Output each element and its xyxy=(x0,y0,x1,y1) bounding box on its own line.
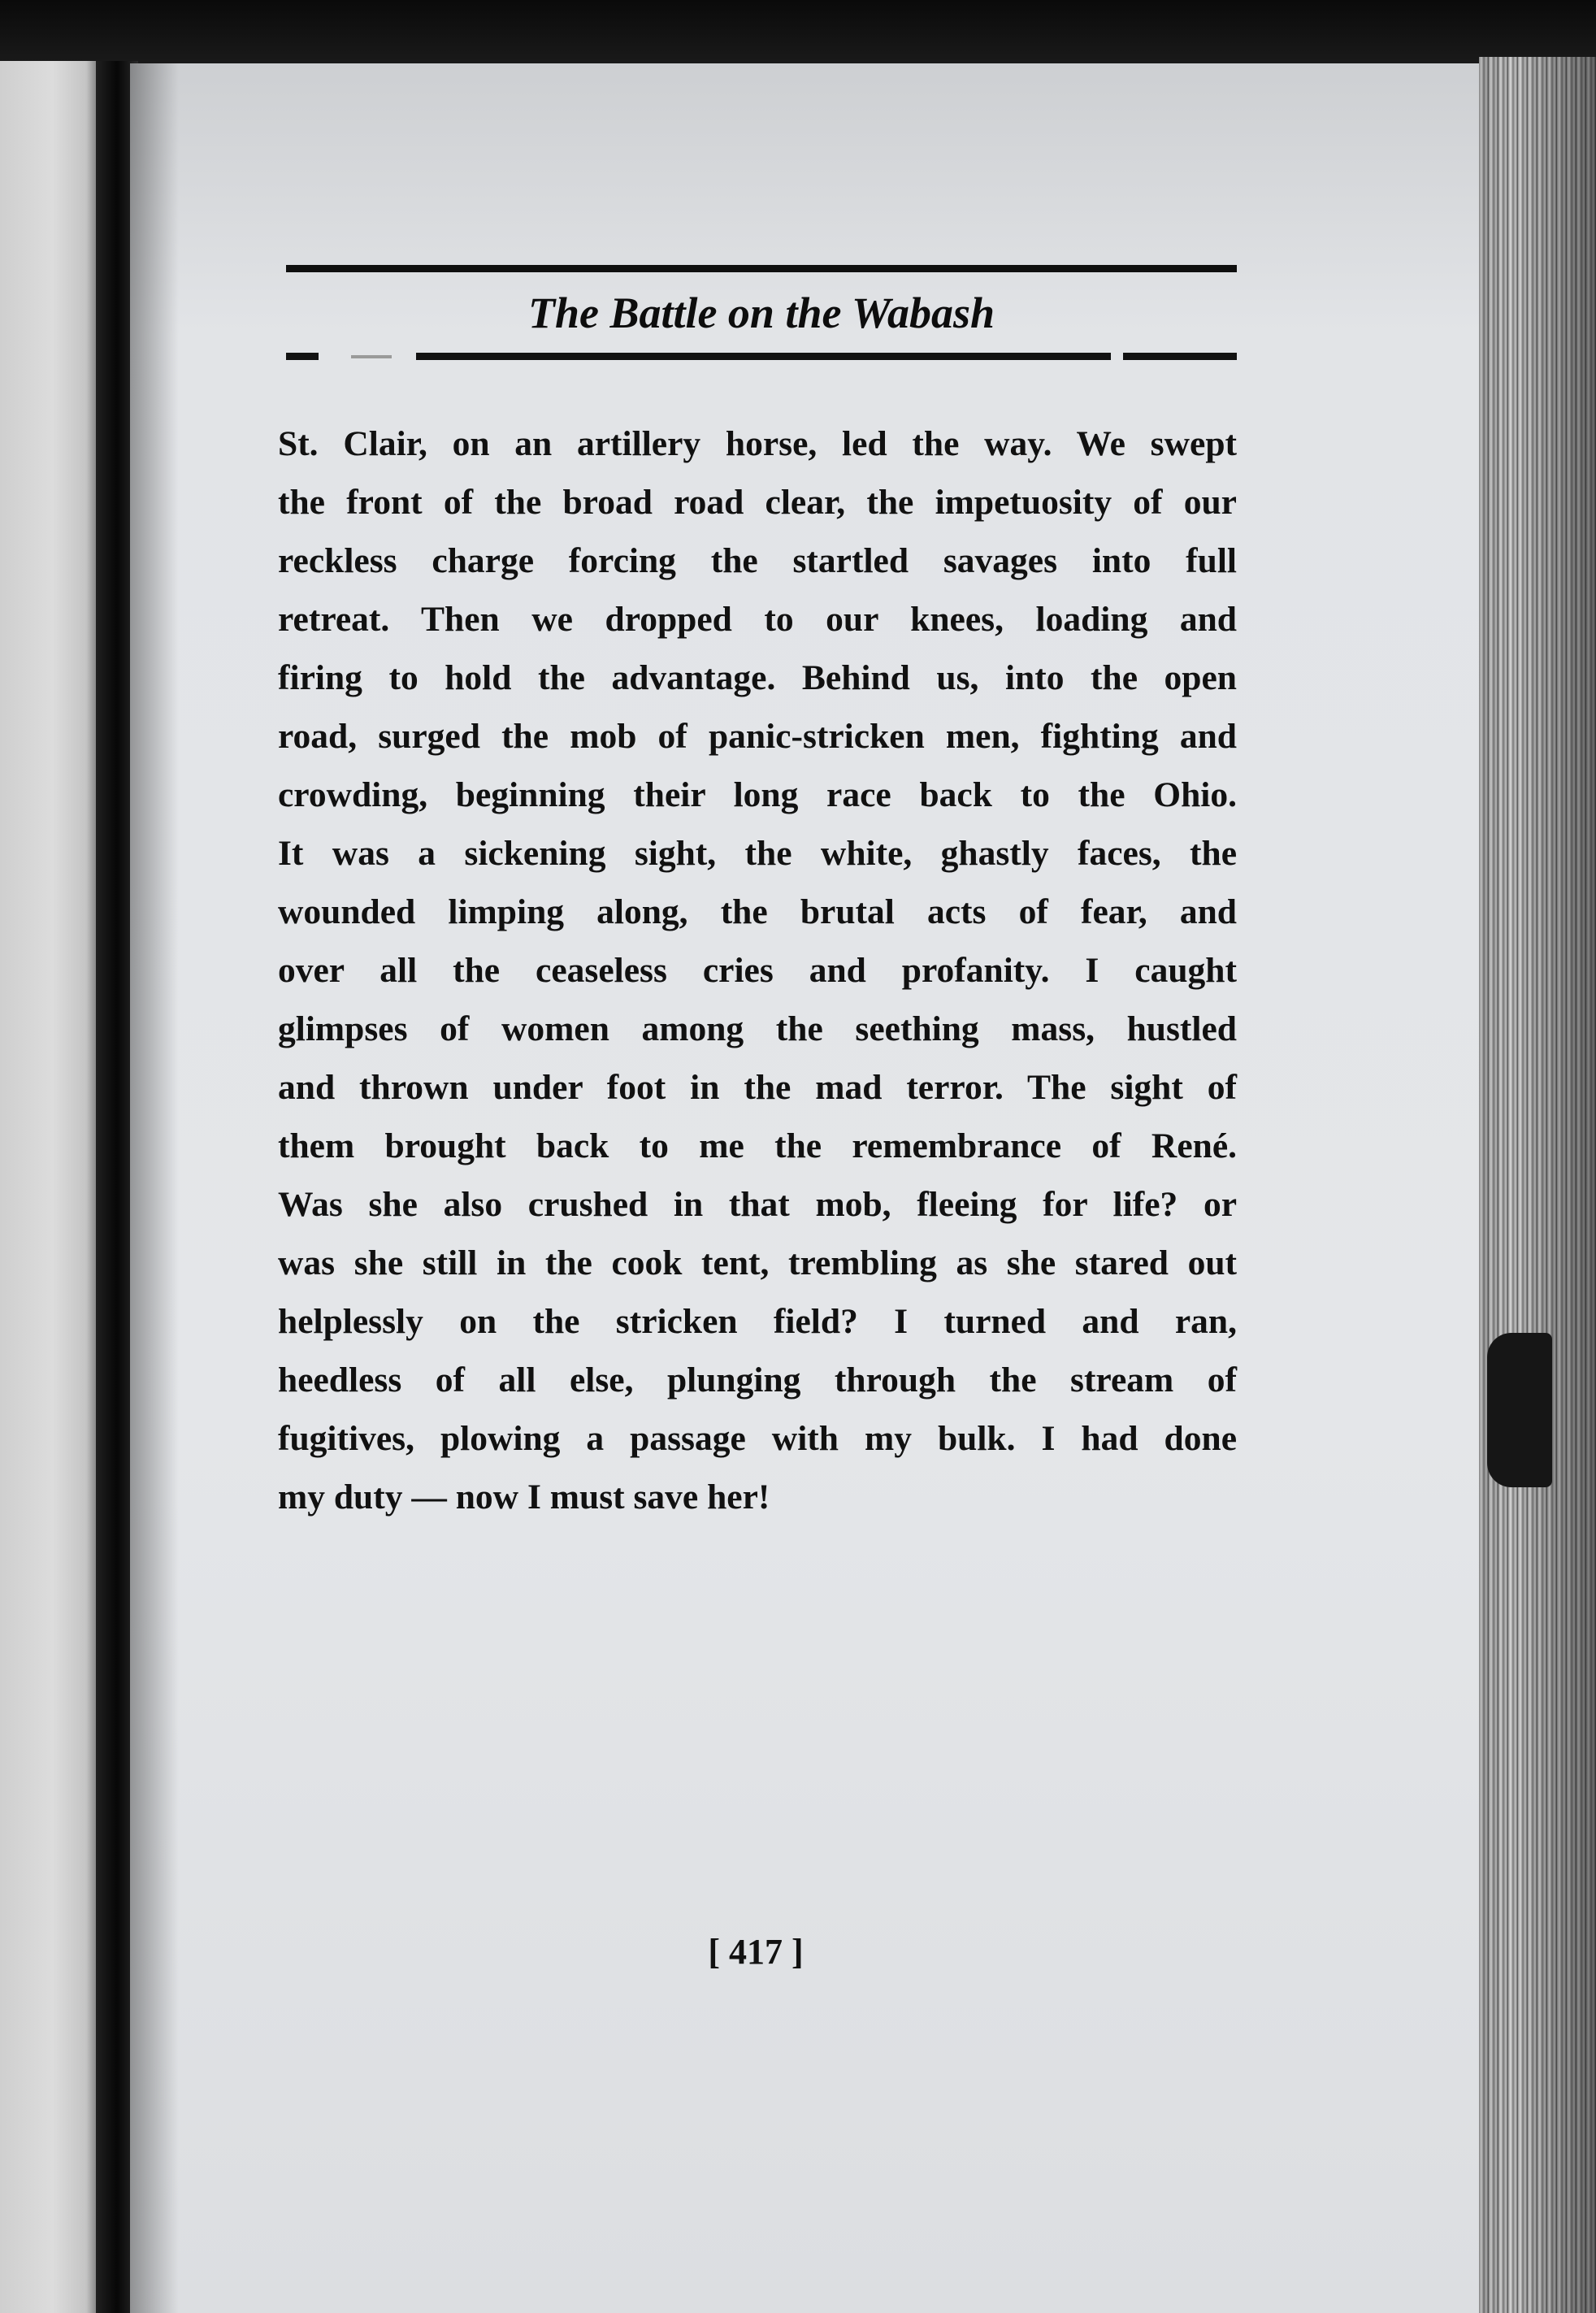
scan-top-border xyxy=(0,0,1596,65)
thumb-shadow xyxy=(1487,1333,1552,1487)
page-number: [ 417 ] xyxy=(708,1932,804,1972)
text-line: glimpses of women among the seething mass, hustled xyxy=(278,1009,1237,1048)
text-line: them brought back to me the remembrance of René. xyxy=(278,1126,1237,1165)
text-line: reckless charge forcing the startled savages into full xyxy=(278,541,1237,580)
text-line: retreat. Then we dropped to our knees, loading and xyxy=(278,600,1237,639)
page-leaf-edges xyxy=(1479,57,1596,2313)
text-line: Was she also crushed in that mob, fleeing for life? or xyxy=(278,1185,1237,1224)
text-line: crowding, beginning their long race back to the Ohio. xyxy=(278,775,1237,814)
text-line: helplessly on the stricken field? I turned and ran, xyxy=(278,1302,1237,1341)
text-line: firing to hold the advantage. Behind us, into the open xyxy=(278,658,1237,697)
facing-page-edge xyxy=(0,61,96,2313)
running-head: The Battle on the Wabash xyxy=(527,289,995,337)
text-line: the front of the broad road clear, the impetuosity of our xyxy=(278,483,1237,522)
text-line: St. Clair, on an artillery horse, led the way. We swept xyxy=(278,424,1237,463)
text-line: over all the ceaseless cries and profanity. I caught xyxy=(278,951,1237,990)
running-head-bottom-rule xyxy=(286,353,1237,360)
text-line: fugitives, plowing a passage with my bulk. I had done xyxy=(278,1419,1237,1458)
text-line-last: my duty — now I must save her! xyxy=(278,1478,770,1517)
page-gutter-shadow xyxy=(130,63,179,2313)
text-line: was she still in the cook tent, trembling as she stared out xyxy=(278,1243,1237,1282)
text-line: road, surged the mob of panic-stricken men, fighting and xyxy=(278,717,1237,756)
text-line: It was a sickening sight, the white, ghastly faces, the xyxy=(278,834,1237,873)
running-head-top-rule xyxy=(286,265,1237,272)
text-line: wounded limping along, the brutal acts of fear, and xyxy=(278,892,1237,931)
page-body-text xyxy=(278,414,1237,1526)
text-line: and thrown under foot in the mad terror. The sight of xyxy=(278,1068,1237,1107)
text-line: heedless of all else, plunging through the stream of xyxy=(278,1360,1237,1400)
